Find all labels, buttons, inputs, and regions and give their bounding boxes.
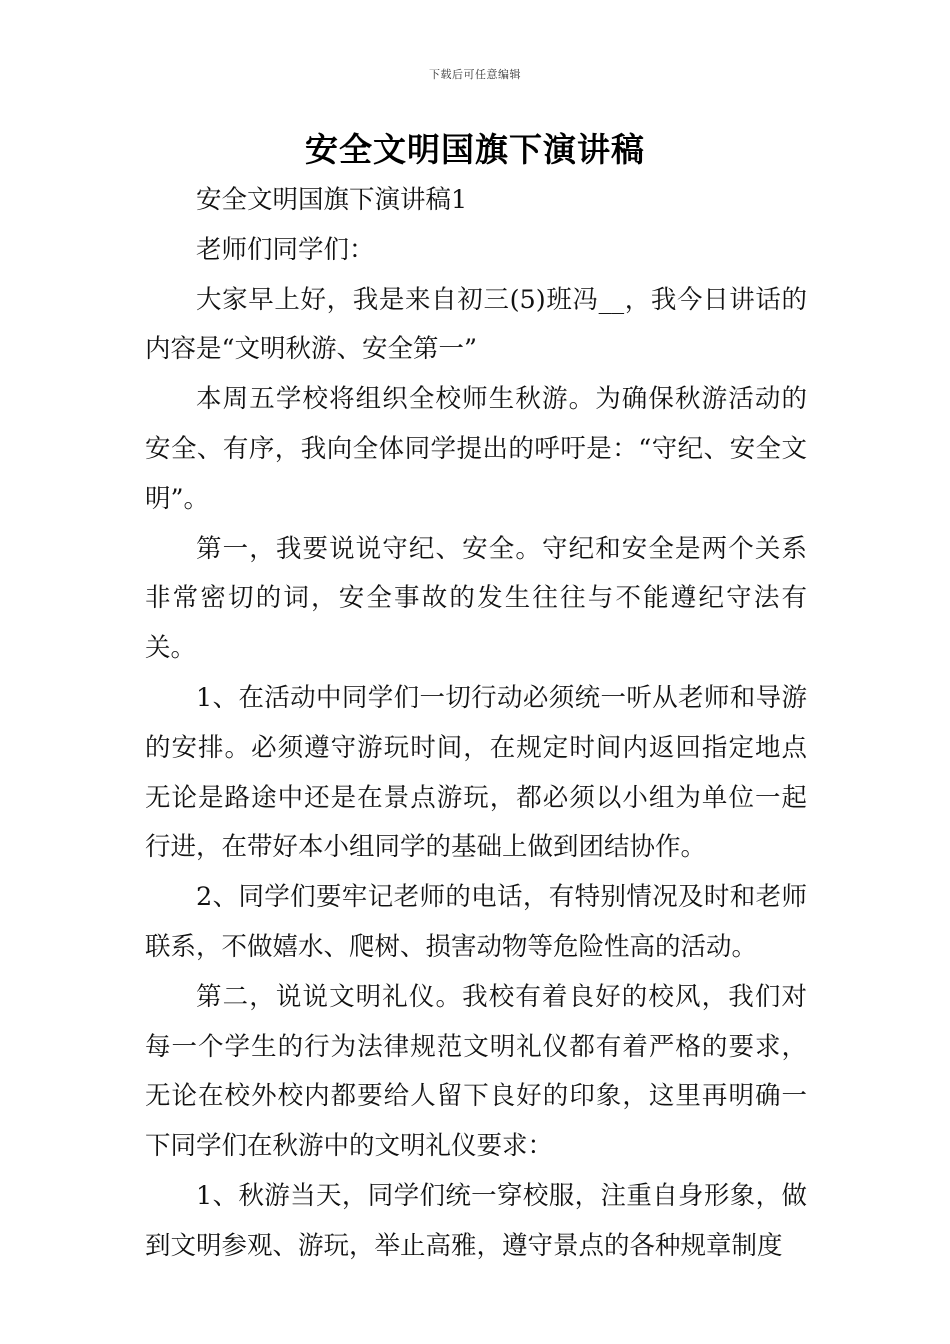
document-title: 安全文明国旗下演讲稿 (305, 130, 645, 169)
paragraph-intro: 本周五学校将组织全校师生秋游。为确保秋游活动的安全、有序，我向全体同学提出的呼吁是：“守纪、安全文明”。 (145, 384, 807, 514)
paragraph-point-one: 第一，我要说说守纪、安全。守纪和安全是两个关系非常密切的词，安全事故的发生往往与不能遵纪守法有关。 (145, 533, 807, 664)
paragraph-item-2: 2、同学们要牢记老师的电话，有特别情况及时和老师联系，不做嬉水、爬树、损害动物等危险性高的活动。 (145, 882, 807, 962)
paragraph-subtitle: 安全文明国旗下演讲稿1 (196, 185, 468, 215)
paragraph-greeting: 大家早上好，我是来自初三(5)班冯__，我今日讲话的内容是“文明秋游、安全第一” (145, 284, 807, 365)
document-body (145, 176, 807, 1272)
header-note: 下载后可任意编辑 (429, 68, 521, 81)
paragraph-item-1b: 1、秋游当天，同学们统一穿校服，注重自身形象，做到文明参观、游玩，举止高雅，遵守景点的各种规章制度 (145, 1180, 807, 1261)
paragraph-point-two: 第二，说说文明礼仪。我校有着良好的校风，我们对每一个学生的行为法律规范文明礼仪都有着严格的要求，无论在校外校内都要给人留下良好的印象，这里再明确一下同学们在秋游中的文明礼仪要求： (145, 981, 807, 1162)
paragraph-salutation: 老师们同学们： (196, 234, 375, 265)
paragraph-item-1: 1、在活动中同学们一切行动必须统一听从老师和导游的安排。必须遵守游玩时间，在规定时间内返回指定地点无论是路途中还是在景点游玩，都必须以小组为单位一起行进，在带好本小组同学的基础上做到团结协作。 (145, 682, 807, 863)
